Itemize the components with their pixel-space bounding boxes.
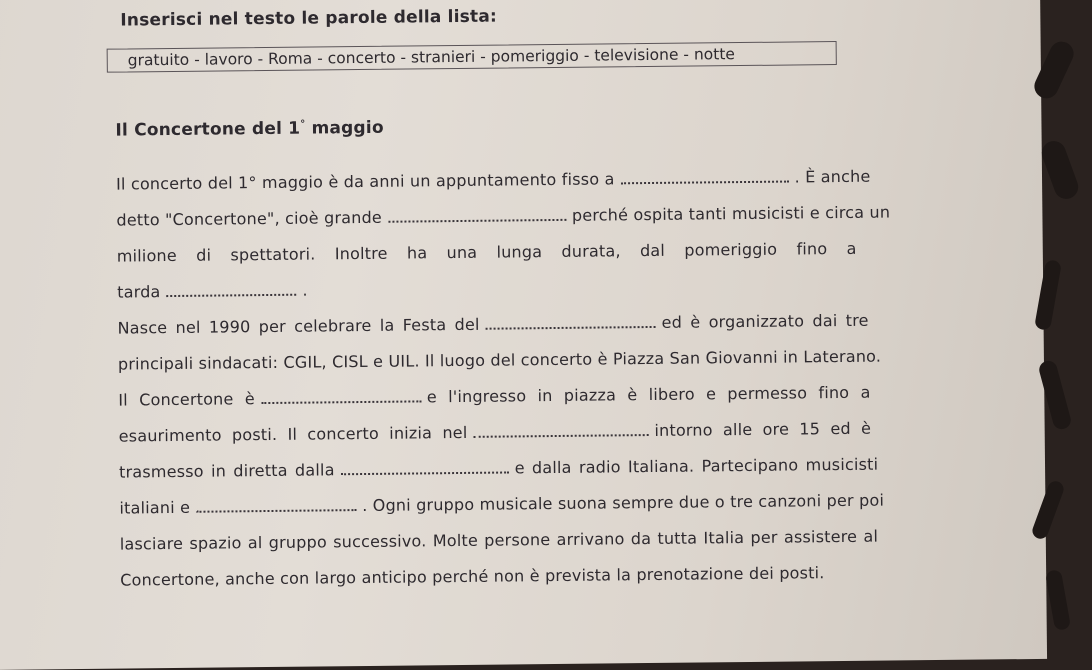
text-line-2 bbox=[116, 202, 890, 229]
page-title bbox=[115, 118, 384, 141]
blank-2[interactable] bbox=[388, 207, 566, 223]
title-text: Il Concertone del 1 bbox=[115, 118, 301, 141]
text-segment: esaurimento posti. Il concerto inizia nel bbox=[118, 422, 468, 446]
blank-1[interactable] bbox=[620, 169, 788, 185]
text-segment: . bbox=[302, 280, 308, 300]
text-segment: Concertone, anche con largo anticipo perché non è prevista la prenotazione dei posti. bbox=[120, 563, 825, 590]
text-segment: principali sindacati: CGIL, CISL e UIL. Il luogo del concerto è Piazza San Giovanni in Laterano. bbox=[117, 346, 882, 374]
text-segment: italiani e bbox=[119, 497, 191, 518]
text-segment: trasmesso in diretta dalla bbox=[118, 460, 335, 482]
text-line-11 bbox=[120, 527, 879, 554]
title-degree: ° bbox=[300, 118, 306, 130]
text-segment: . È anche bbox=[794, 166, 871, 187]
blank-7[interactable] bbox=[341, 459, 509, 475]
text-line-10 bbox=[119, 491, 884, 518]
blank-6[interactable] bbox=[473, 422, 648, 438]
text-segment: lasciare spazio al gruppo successivo. Molte persone arrivano da tutta Italia per assistere al bbox=[119, 526, 879, 554]
background-shadow bbox=[1045, 569, 1071, 631]
blank-8[interactable] bbox=[196, 497, 356, 513]
text-line-5 bbox=[117, 311, 868, 338]
blank-3[interactable] bbox=[166, 282, 296, 297]
text-segment: intorno alle ore 15 ed è bbox=[654, 418, 872, 440]
text-segment: Il concerto del 1° maggio è da anni un appuntamento fisso a bbox=[115, 169, 615, 194]
text-line-7 bbox=[118, 383, 870, 410]
text-segment: perché ospita tanti musicisti e circa un bbox=[571, 202, 891, 225]
text-segment: ed è organizzato dai tre bbox=[661, 310, 869, 332]
blank-4[interactable] bbox=[486, 314, 656, 330]
text-segment: Nasce nel 1990 per celebrare la Festa del bbox=[117, 314, 480, 338]
text-line-1 bbox=[116, 167, 871, 194]
text-line-6 bbox=[118, 347, 881, 374]
text-segment: detto "Concertone", cioè grande bbox=[116, 207, 383, 230]
text-line-4 bbox=[117, 281, 308, 302]
background-shadow bbox=[1038, 138, 1081, 203]
text-segment: Il Concertone è bbox=[118, 389, 255, 410]
text-line-8 bbox=[119, 419, 872, 446]
instruction: Inserisci nel testo le parole della lista: bbox=[120, 6, 498, 31]
text-segment: . Ogni gruppo musicale suona sempre due o tre canzoni per poi bbox=[362, 490, 885, 516]
text-line-3 bbox=[117, 238, 907, 265]
text-segment: milione di spettatori. Inoltre ha una lunga durata, dal pomeriggio fino a bbox=[116, 238, 857, 266]
title-suffix: maggio bbox=[305, 117, 384, 139]
text-segment: e dalla radio Italiana. Partecipano musicisti bbox=[514, 454, 879, 478]
text-line-12 bbox=[120, 563, 825, 589]
word-list: gratuito - lavoro - Roma - concerto - stranieri - pomeriggio - televisione - notte bbox=[127, 45, 735, 70]
word-list-box bbox=[107, 41, 837, 73]
text-segment: e l'ingresso in piazza è libero e permesso fino a bbox=[426, 382, 871, 407]
blank-5[interactable] bbox=[261, 388, 421, 404]
text-line-9 bbox=[119, 455, 878, 482]
text-segment: tarda bbox=[117, 282, 161, 302]
